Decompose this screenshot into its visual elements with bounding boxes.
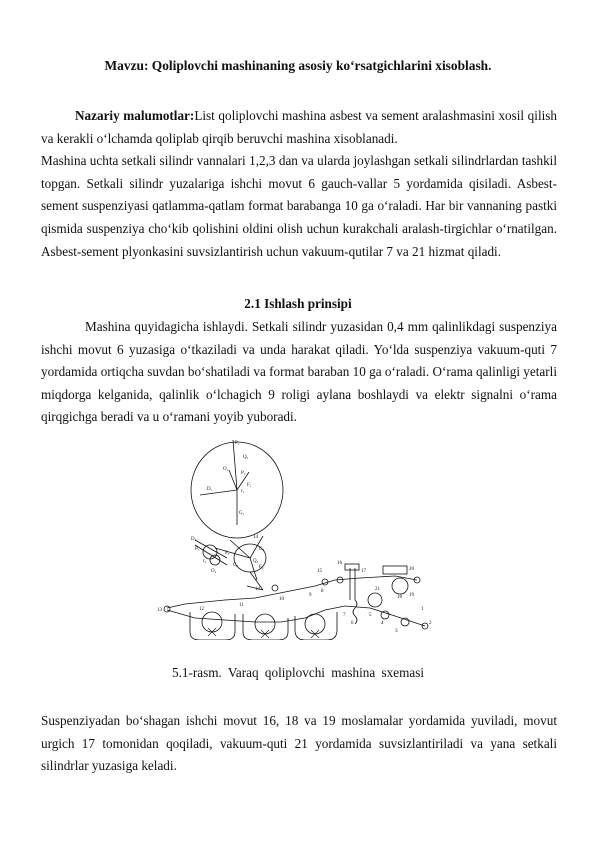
document-title: Mavzu: Qoliplovchi mashinaning asosiy ko‘rsatgichlarini xisoblash. — [104, 58, 492, 73]
label-machine: 7 — [343, 613, 346, 618]
label-small-circle: F₂ — [259, 565, 264, 570]
label-big-circle: P₂ — [241, 471, 246, 476]
label-small-circle: P₁ — [195, 547, 200, 552]
label-machine: 8 — [321, 589, 324, 594]
label-machine: 4 — [381, 621, 384, 626]
label-big-circle: r₁ — [241, 489, 245, 494]
label-machine: 3 — [395, 629, 398, 634]
label-machine: 13 — [157, 608, 162, 613]
label-small-circle: O₂ — [211, 569, 217, 574]
label-machine: 12 — [199, 607, 204, 612]
label-small-circle: D₂ — [191, 537, 197, 542]
label-machine: 15 — [317, 569, 322, 574]
label-big-circle: G₁ — [239, 511, 245, 516]
label-machine: 16 — [337, 561, 342, 566]
label-machine: 9 — [309, 593, 312, 598]
machine-diagram — [155, 440, 441, 640]
figure-caption: 5.1-rasm. Varaq qoliplovchi mashina sxemasi — [171, 665, 424, 680]
label-small-circle: r₂ — [203, 559, 207, 564]
label-small-circle: C₂ — [233, 563, 239, 568]
machine-diagram-svg — [155, 440, 441, 640]
label-big-circle: P₁ — [235, 441, 240, 446]
label-machine: 19 — [409, 593, 414, 598]
label-big-circle: D₁ — [207, 487, 213, 492]
label-machine: 18 — [397, 595, 402, 600]
label-small-circle: Q₂ — [253, 559, 259, 564]
section-heading: 2.1 Ishlash prinsipi — [244, 296, 352, 311]
label-machine: 2 — [429, 621, 432, 626]
label-machine: 5 — [369, 613, 372, 618]
label-machine: 14 — [255, 587, 260, 592]
intro-label: Nazariy malumotlar: — [75, 108, 195, 123]
label-small-circle: P₂ — [225, 551, 230, 556]
label-machine: 17 — [361, 569, 366, 574]
label-big-circle: F₁ — [247, 483, 252, 488]
intro-text: List qoliplovchi mashina asbest va sement aralashmasini xosil qilish va kerakli o‘lchamda qoliplab qirqib beruvchi mashina xisoblanadi. — [41, 108, 557, 146]
label-machine: 21 — [375, 587, 380, 592]
label-big-circle: O₁ — [223, 467, 229, 472]
label-machine: 11 — [239, 603, 244, 608]
label-big-circle: Q₁ — [243, 455, 249, 460]
label-machine: 10 — [279, 597, 284, 602]
intro-paragraph — [41, 105, 557, 263]
machine-description-text: Mashina uchta setkali silindr vannalari 1,2,3 dan va ularda joylashgan setkali silindrlardan tashkil topgan. Setkali silindr yuzalariga ishchi movut 6 gauch-vallar 5 yordamida qisiladi. Asbest-sement suspenziyasi qatlamma-qatlam format barabanga 10 ga o‘raladi. Har bir vannaning pastki qismida suspenziya cho‘kib qolishini oldini olish uchun kurakchali aralash-tirgichlar o‘rnatilgan. Asbest-sement plyonkasini suvsizlantirish uchun vakuum-qutilar 7 va 21 hizmat qiladi. — [41, 153, 557, 259]
label-small-circle: 14 — [253, 535, 258, 540]
label-small-circle: G₂ — [259, 547, 265, 552]
label-machine: 20 — [409, 567, 414, 572]
closing-paragraph: Suspenziyadan bo‘shagan ishchi movut 16, 18 va 19 moslamalar yordamida yuviladi, movut urgich 17 tomonidan qoqiladi, vakuum-quti 21 yordamida suvsizlantiriladi va yana setkali silindrlar yuzasiga keladi. — [41, 713, 557, 774]
working-principle-paragraph: Mashina quyidagicha ishlaydi. Setkali silindr yuzasidan 0,4 mm qalinlikdagi suspenziya ishchi movut 6 yuzasiga o‘tkaziladi va unda harakat qiladi. Yo‘lda suspenziya vakuum-quti 7 yordamida ortiqcha suvdan bo‘shatiladi va format baraban 10 ga o‘raladi. O‘rama qalinligi yetarli miqdorga kelganida, qalinlik o‘lchagich 9 roligi aylana boshlaydi va elektr signalni o‘rama qirqgichga beradi va u o‘ramani yoyib yuboradi. — [41, 319, 557, 425]
label-machine: 6 — [351, 621, 354, 626]
label-machine: 1 — [421, 607, 424, 612]
